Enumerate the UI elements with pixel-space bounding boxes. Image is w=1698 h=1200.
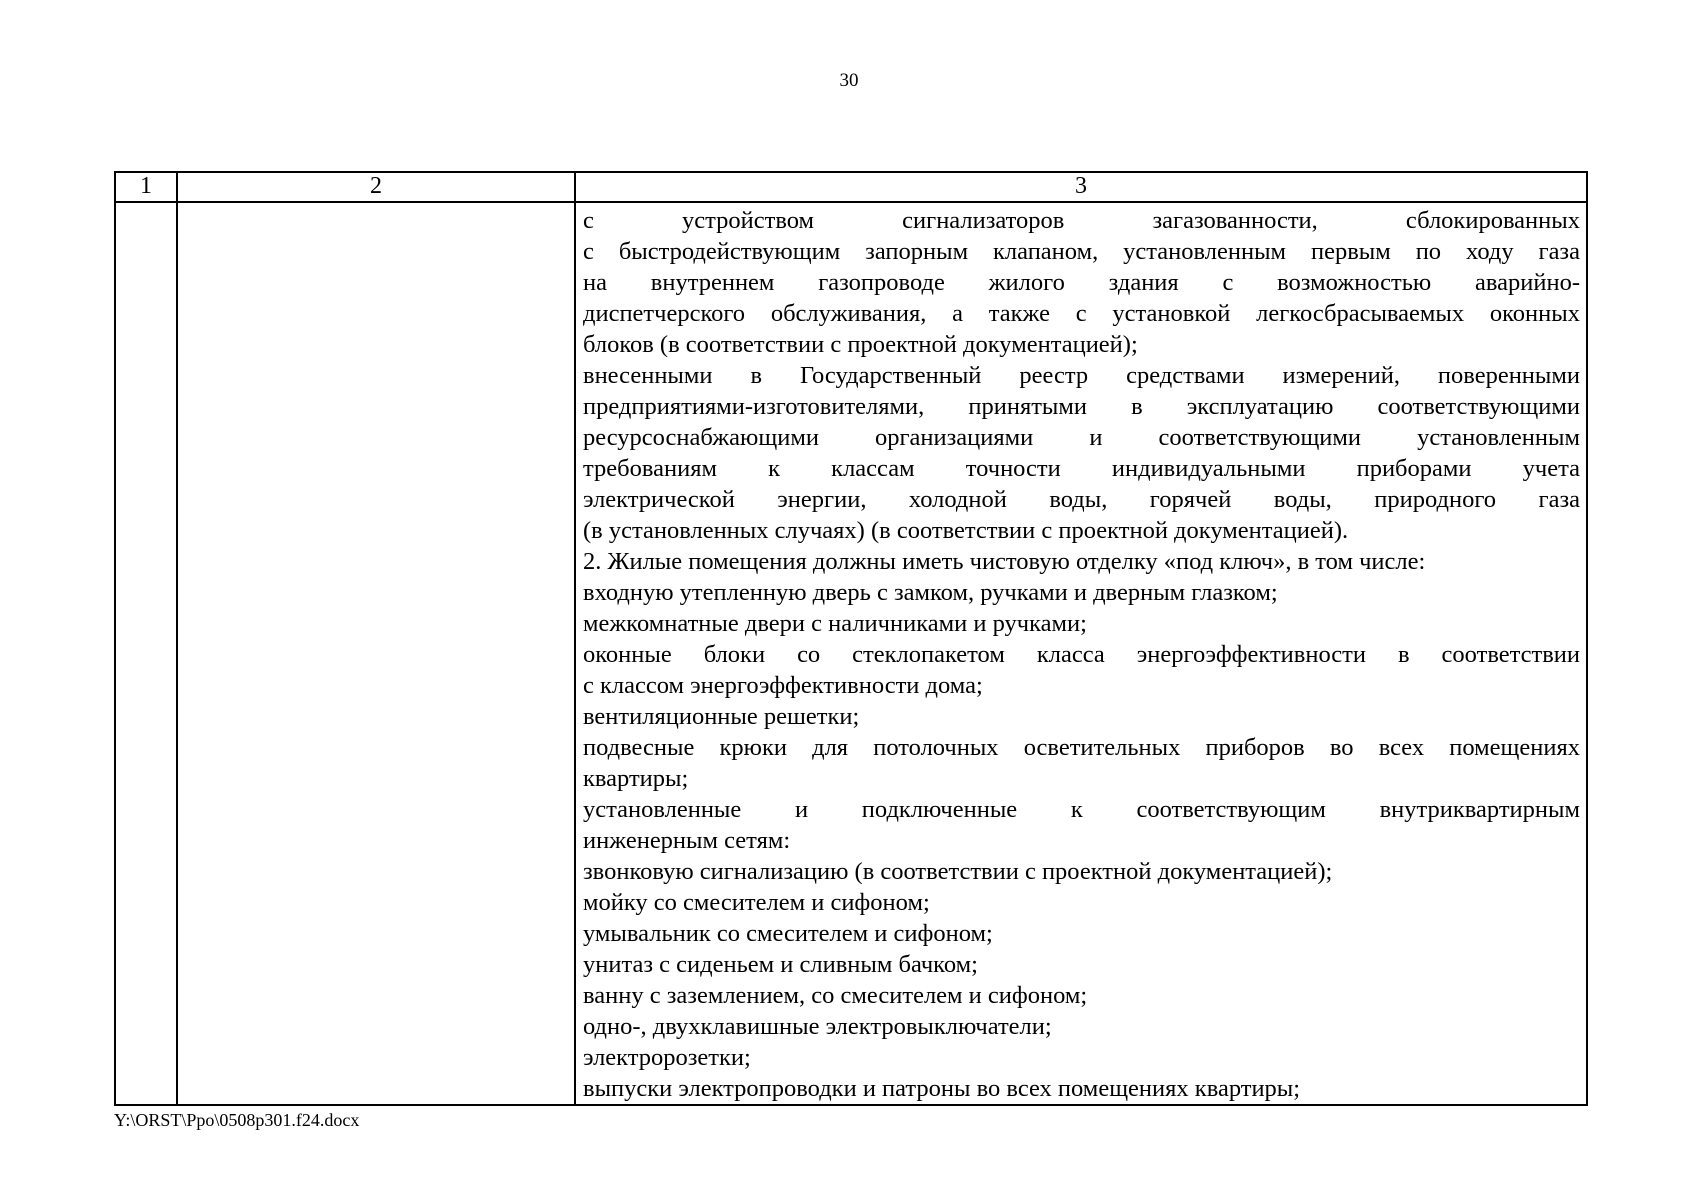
document-table xyxy=(114,171,1588,1106)
text-line: межкомнатные двери с наличниками и ручками; xyxy=(583,610,1087,637)
table-header-row xyxy=(115,172,1587,202)
text-line: подвесные крюки для потолочных осветительных приборов во всех помещениях xyxy=(583,734,1580,761)
text-line: электророзетки; xyxy=(583,1044,751,1071)
column-header-3: 3 xyxy=(575,172,1587,202)
text-line: инженерным сетям: xyxy=(583,827,791,854)
file-path-footer: Y:\ORST\Ppo\0508p301.f24.docx xyxy=(114,1110,360,1130)
text-line: ванну с заземлением, со смесителем и сифоном; xyxy=(583,982,1088,1009)
text-line: выпуски электропроводки и патроны во всех помещениях квартиры; xyxy=(583,1075,1301,1102)
text-line: 2. Жилые помещения должны иметь чистовую отделку «под ключ», в том числе: xyxy=(583,548,1426,575)
text-line: блоков (в соответствии с проектной документацией); xyxy=(583,331,1138,358)
text-line: умывальник со смесителем и сифоном; xyxy=(583,920,993,947)
text-line: диспетчерского обслуживания, а также с установкой легкосбрасываемых оконных xyxy=(583,300,1580,327)
text-line: с классом энергоэффективности дома; xyxy=(583,672,983,699)
text-line: одно-, двухклавишные электровыключатели; xyxy=(583,1013,1052,1040)
page-number: 30 xyxy=(839,70,859,91)
text-line: ресурсоснабжающими организациями и соответствующими установленным xyxy=(583,424,1580,451)
text-line: электрической энергии, холодной воды, горячей воды, природного газа xyxy=(583,486,1580,513)
text-line: (в установленных случаях) (в соответствии с проектной документацией). xyxy=(583,517,1349,544)
text-line: на внутреннем газопроводе жилого здания с возможностью аварийно- xyxy=(583,269,1580,296)
table-cell-col1 xyxy=(115,202,177,1105)
text-line: унитаз с сиденьем и сливным бачком; xyxy=(583,951,978,978)
column-header-1: 1 xyxy=(115,172,177,202)
text-line: с быстродействующим запорным клапаном, установленным первым по ходу газа xyxy=(583,238,1580,265)
table-cell-col3 xyxy=(575,202,1587,1105)
text-line: внесенными в Государственный реестр средствами измерений, поверенными xyxy=(583,362,1580,389)
table-cell-col2 xyxy=(177,202,575,1105)
text-line: с устройством сигнализаторов загазованности, сблокированных xyxy=(583,207,1580,234)
text-line: требованиям к классам точности индивидуальными приборами учета xyxy=(583,455,1580,482)
text-line: входную утепленную дверь с замком, ручками и дверным глазком; xyxy=(583,579,1278,606)
column-header-2: 2 xyxy=(177,172,575,202)
text-line: вентиляционные решетки; xyxy=(583,703,860,730)
text-line: установленные и подключенные к соответствующим внутриквартирным xyxy=(583,796,1580,823)
text-line: мойку со смесителем и сифоном; xyxy=(583,889,930,916)
text-line: оконные блоки со стеклопакетом класса энергоэффективности в соответствии xyxy=(583,641,1580,668)
text-line: квартиры; xyxy=(583,765,689,792)
text-line: предприятиями-изготовителями, принятыми в эксплуатацию соответствующими xyxy=(583,393,1580,420)
table-row xyxy=(115,202,1587,1105)
text-line: звонковую сигнализацию (в соответствии с проектной документацией); xyxy=(583,858,1333,885)
